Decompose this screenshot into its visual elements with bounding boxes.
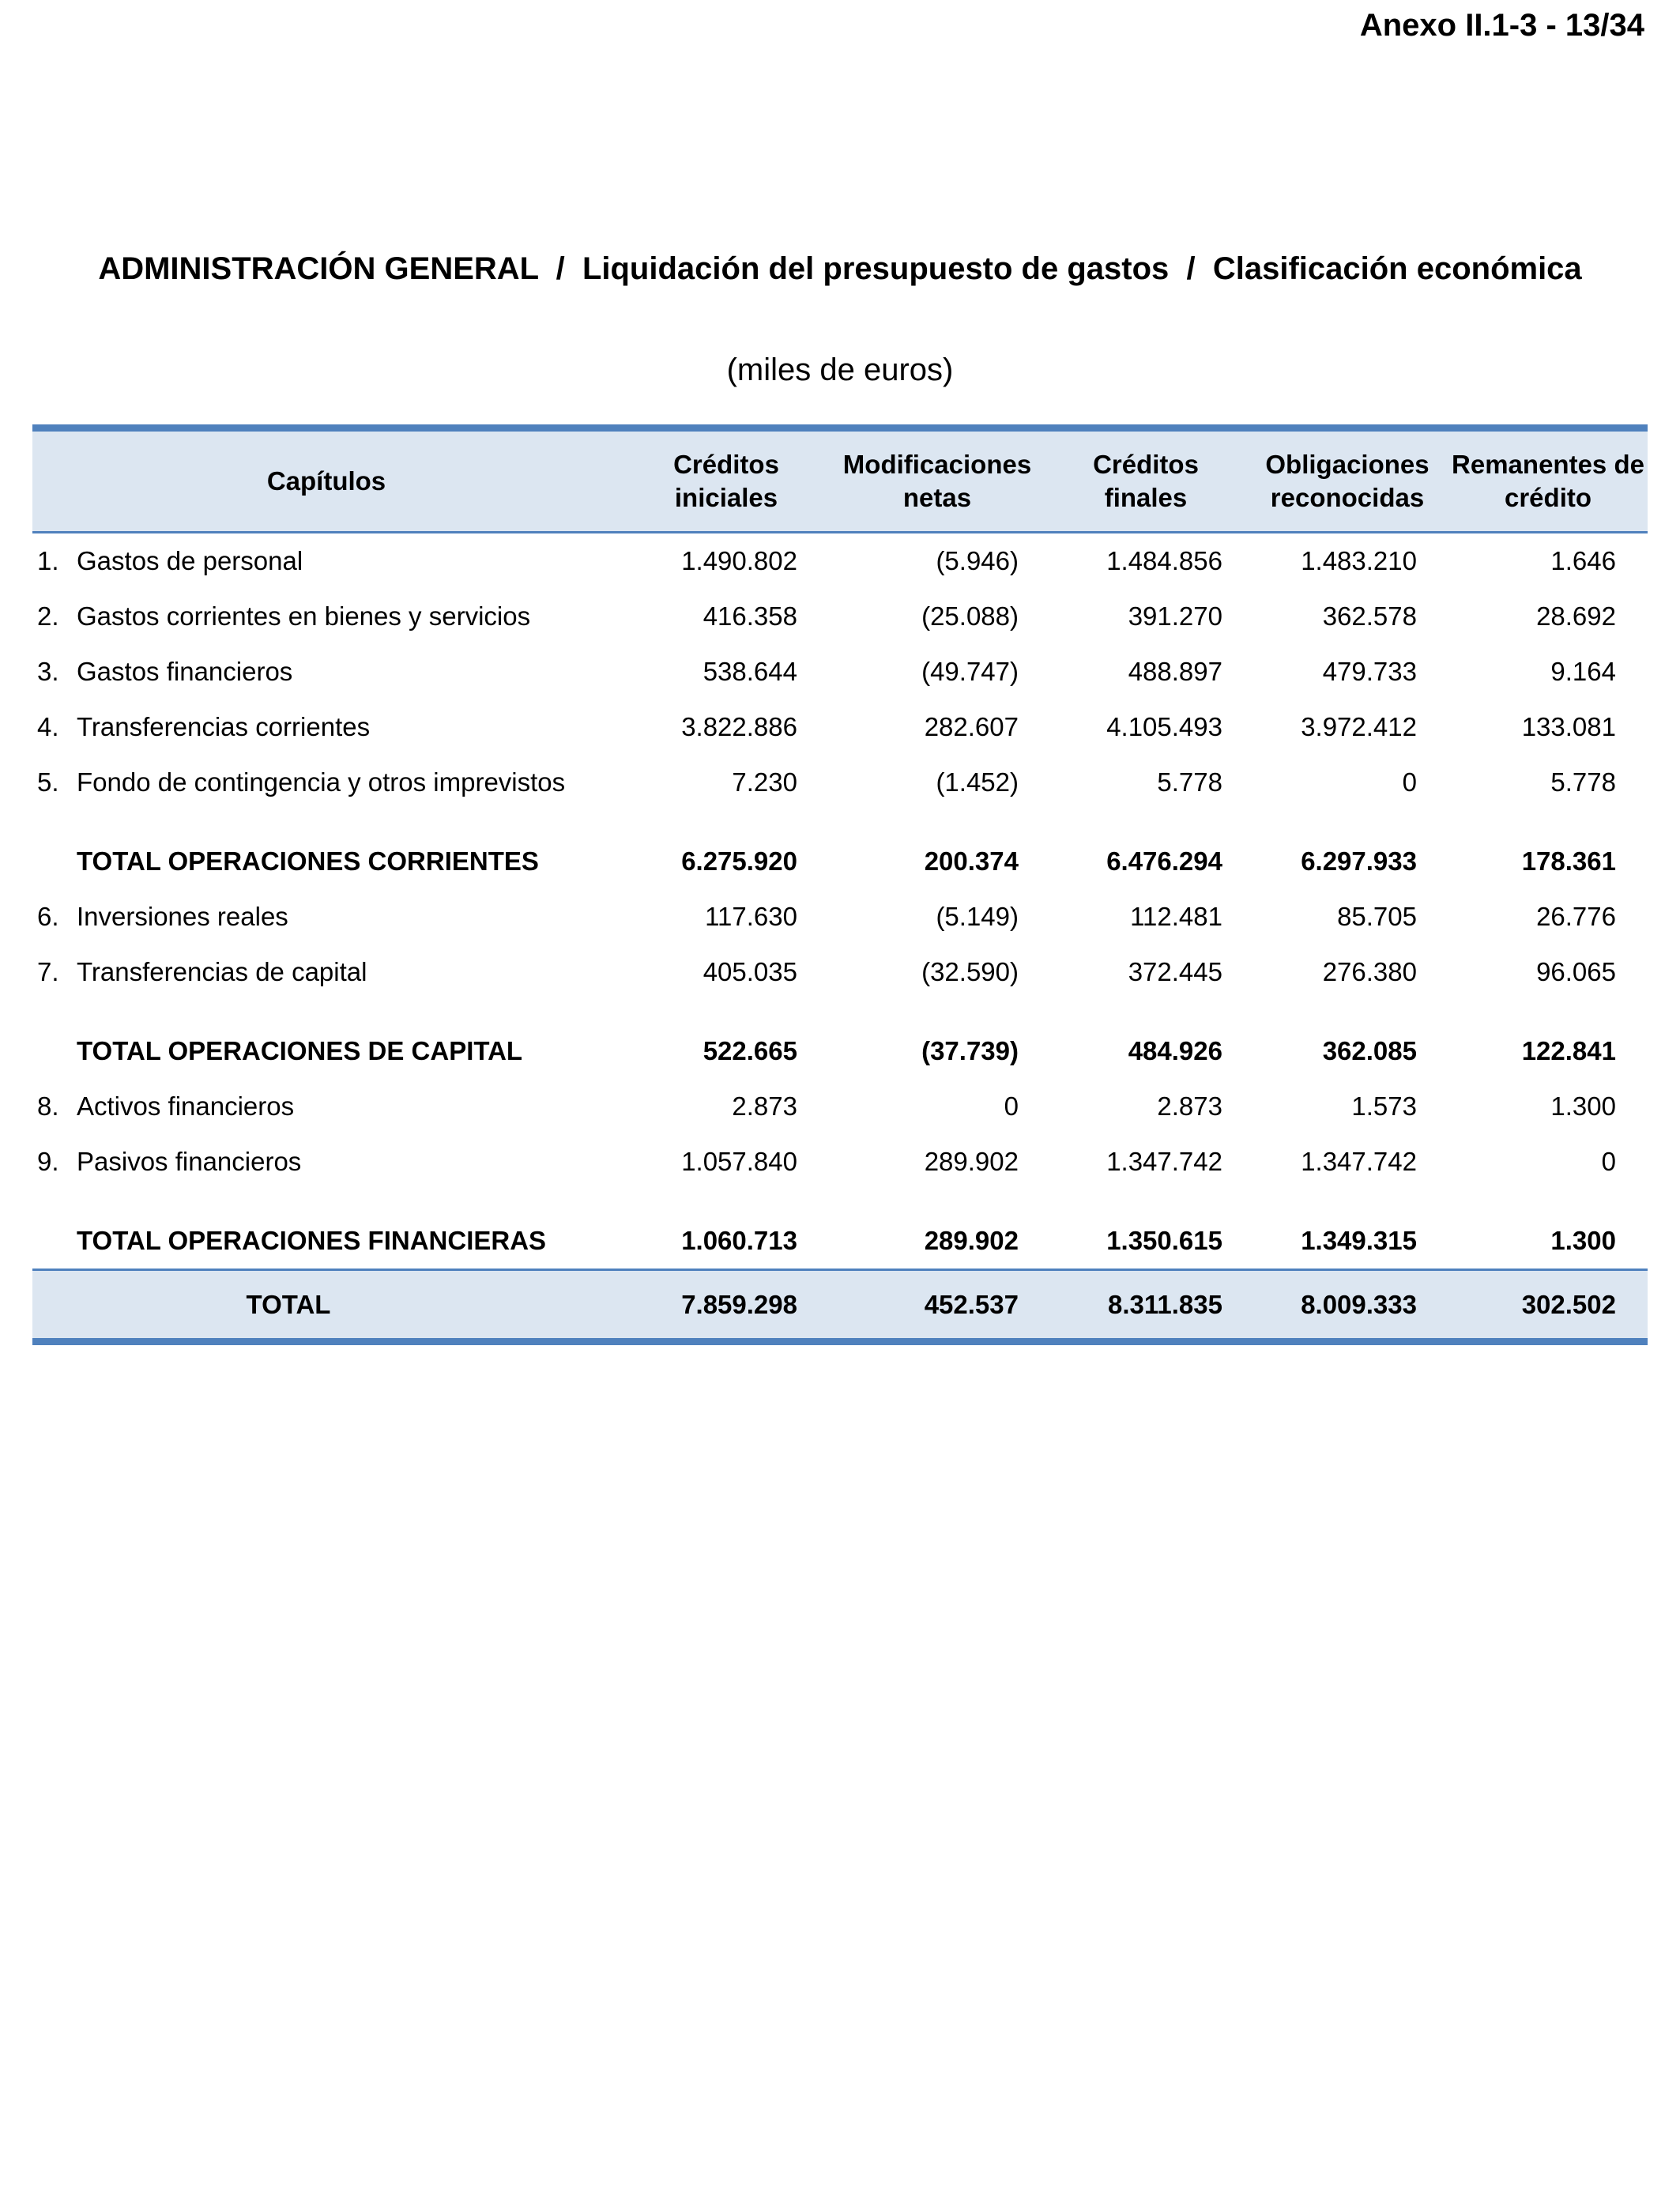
budget-table — [32, 424, 1648, 1345]
page-title: ADMINISTRACIÓN GENERAL / Liquidación del presupuesto de gastos / Clasificación económica — [98, 251, 1582, 286]
cell-remanentes-credito: 1.300 — [1550, 1226, 1616, 1255]
cell-creditos-iniciales: 1.490.802 — [681, 546, 797, 575]
row-text: Gastos corrientes en bienes y servicios — [77, 601, 531, 631]
row-label — [32, 755, 623, 810]
cell-remanentes-credito: 28.692 — [1536, 601, 1616, 631]
cell-creditos-iniciales: 416.358 — [703, 601, 797, 631]
cell-creditos-iniciales: 2.873 — [732, 1091, 797, 1121]
row-number: 3. — [37, 657, 59, 686]
table-header-row — [32, 428, 1648, 533]
cell-modificaciones-netas: 200.374 — [924, 846, 1019, 876]
row-number: 2. — [37, 601, 59, 631]
grand-total-row — [32, 1270, 1648, 1342]
cell-creditos-finales: 488.897 — [1128, 657, 1222, 686]
cell-creditos-iniciales: 405.035 — [703, 957, 797, 986]
cell-creditos-finales: 6.476.294 — [1106, 846, 1222, 876]
cell-remanentes-credito: 1.646 — [1550, 546, 1616, 575]
row-label — [32, 889, 623, 944]
header-capitulos: Capítulos — [266, 466, 386, 496]
cell-creditos-iniciales: 117.630 — [705, 902, 797, 931]
row-number: 8. — [37, 1091, 59, 1121]
row-label — [32, 533, 623, 590]
cell-creditos-finales: 484.926 — [1128, 1036, 1222, 1065]
header-line: iniciales — [674, 483, 778, 512]
header-obligaciones-reconocidas — [1246, 428, 1448, 533]
subtotal-label: TOTAL OPERACIONES DE CAPITAL — [77, 1036, 523, 1065]
cell-creditos-finales: 2.873 — [1157, 1091, 1222, 1121]
row-number: 5. — [37, 767, 59, 797]
row-label — [32, 1134, 623, 1189]
table-row — [32, 755, 1648, 810]
row-text: Transferencias corrientes — [77, 712, 371, 741]
cell-creditos-iniciales: 1.057.840 — [681, 1147, 797, 1176]
cell-creditos-iniciales: 1.060.713 — [681, 1226, 797, 1255]
table-row — [32, 589, 1648, 644]
cell-obligaciones-reconocidas: 0 — [1402, 767, 1417, 797]
row-text: Activos financieros — [77, 1091, 295, 1121]
cell-obligaciones-reconocidas: 1.347.742 — [1301, 1147, 1417, 1176]
cell-modificaciones-netas: 282.607 — [924, 712, 1019, 741]
total-label: TOTAL — [246, 1289, 331, 1319]
cell-modificaciones-netas: (32.590) — [921, 957, 1019, 986]
subtotal-row-financieras — [32, 1213, 1648, 1270]
cell-creditos-iniciales: 6.275.920 — [681, 846, 797, 876]
cell-creditos-iniciales: 538.644 — [703, 657, 797, 686]
row-text: Fondo de contingencia y otros imprevistos — [77, 767, 566, 797]
header-line: Modificaciones — [842, 450, 1032, 479]
cell-remanentes-credito: 0 — [1601, 1147, 1616, 1176]
cell-creditos-finales: 391.270 — [1128, 601, 1222, 631]
row-label — [32, 944, 623, 1000]
cell-modificaciones-netas: (37.739) — [921, 1036, 1019, 1065]
cell-remanentes-credito: 5.778 — [1550, 767, 1616, 797]
cell-remanentes-credito: 26.776 — [1536, 902, 1616, 931]
table-row — [32, 1079, 1648, 1134]
cell-creditos-finales: 5.778 — [1157, 767, 1222, 797]
cell-remanentes-credito: 1.300 — [1550, 1091, 1616, 1121]
row-number: 7. — [37, 957, 59, 986]
cell-creditos-iniciales: 7.230 — [732, 767, 797, 797]
cell-creditos-finales: 4.105.493 — [1106, 712, 1222, 741]
subtotal-label: TOTAL OPERACIONES FINANCIERAS — [77, 1226, 547, 1255]
cell-creditos-finales: 372.445 — [1128, 957, 1222, 986]
cell-obligaciones-reconocidas: 1.483.210 — [1301, 546, 1417, 575]
subtotal-row-corrientes — [32, 834, 1648, 889]
cell-modificaciones-netas: (25.088) — [921, 601, 1019, 631]
row-spacer — [32, 810, 1648, 834]
row-label — [32, 699, 623, 755]
header-line: Remanentes de — [1452, 450, 1644, 479]
row-label — [32, 1079, 623, 1134]
cell-modificaciones-netas: (5.149) — [936, 902, 1019, 931]
cell-obligaciones-reconocidas: 1.573 — [1351, 1091, 1417, 1121]
cell-modificaciones-netas: (1.452) — [936, 767, 1019, 797]
cell-remanentes-credito: 302.502 — [1521, 1289, 1616, 1319]
row-text: Transferencias de capital — [77, 957, 367, 986]
header-line: crédito — [1504, 483, 1592, 512]
cell-obligaciones-reconocidas: 8.009.333 — [1301, 1289, 1417, 1319]
cell-obligaciones-reconocidas: 6.297.933 — [1301, 846, 1417, 876]
header-creditos-finales — [1045, 428, 1246, 533]
cell-modificaciones-netas: (49.747) — [921, 657, 1019, 686]
cell-remanentes-credito: 133.081 — [1521, 712, 1616, 741]
cell-modificaciones-netas: 0 — [1004, 1091, 1019, 1121]
row-number: 1. — [37, 546, 59, 575]
cell-creditos-finales: 1.350.615 — [1106, 1226, 1222, 1255]
cell-creditos-finales: 112.481 — [1130, 902, 1222, 931]
cell-obligaciones-reconocidas: 479.733 — [1322, 657, 1417, 686]
header-creditos-iniciales — [623, 428, 829, 533]
subtotal-label: TOTAL OPERACIONES CORRIENTES — [77, 846, 539, 876]
cell-modificaciones-netas: (5.946) — [936, 546, 1019, 575]
cell-obligaciones-reconocidas: 85.705 — [1337, 902, 1417, 931]
header-line: Créditos — [1093, 450, 1199, 479]
cell-modificaciones-netas: 289.902 — [924, 1147, 1019, 1176]
row-number: 4. — [37, 712, 59, 741]
header-line: finales — [1104, 483, 1188, 512]
header-line: Obligaciones — [1265, 450, 1430, 479]
cell-modificaciones-netas: 452.537 — [924, 1289, 1019, 1319]
row-text: Pasivos financieros — [77, 1147, 302, 1176]
row-number: 6. — [37, 902, 59, 931]
row-text: Gastos de personal — [77, 546, 303, 575]
annex-reference: Anexo II.1-3 - 13/34 — [1359, 8, 1644, 43]
header-line: netas — [902, 483, 972, 512]
table-row — [32, 533, 1648, 590]
header-modificaciones-netas — [829, 428, 1045, 533]
cell-creditos-iniciales: 522.665 — [703, 1036, 797, 1065]
table-row — [32, 889, 1648, 944]
cell-creditos-finales: 8.311.835 — [1108, 1289, 1222, 1319]
row-label — [32, 644, 623, 699]
row-spacer — [32, 1000, 1648, 1023]
cell-obligaciones-reconocidas: 276.380 — [1322, 957, 1417, 986]
cell-creditos-iniciales: 3.822.886 — [681, 712, 797, 741]
cell-obligaciones-reconocidas: 362.085 — [1322, 1036, 1417, 1065]
row-text: Gastos financieros — [77, 657, 293, 686]
cell-creditos-finales: 1.347.742 — [1106, 1147, 1222, 1176]
table-row — [32, 644, 1648, 699]
cell-creditos-iniciales: 7.859.298 — [681, 1289, 797, 1319]
subtotal-row-capital — [32, 1023, 1648, 1079]
cell-modificaciones-netas: 289.902 — [924, 1226, 1019, 1255]
header-line: Créditos — [673, 450, 779, 479]
cell-obligaciones-reconocidas: 1.349.315 — [1301, 1226, 1417, 1255]
header-remanentes-credito — [1448, 428, 1648, 533]
cell-obligaciones-reconocidas: 3.972.412 — [1301, 712, 1417, 741]
cell-obligaciones-reconocidas: 362.578 — [1322, 601, 1417, 631]
cell-creditos-finales: 1.484.856 — [1106, 546, 1222, 575]
row-spacer — [32, 1189, 1648, 1213]
row-text: Inversiones reales — [77, 902, 288, 931]
table-row — [32, 1134, 1648, 1189]
cell-remanentes-credito: 9.164 — [1550, 657, 1616, 686]
units-subtitle: (miles de euros) — [726, 352, 954, 387]
cell-remanentes-credito: 96.065 — [1536, 957, 1616, 986]
cell-remanentes-credito: 122.841 — [1521, 1036, 1616, 1065]
table-row — [32, 699, 1648, 755]
header-line: reconocidas — [1270, 483, 1425, 512]
row-number: 9. — [37, 1147, 59, 1176]
table-row — [32, 944, 1648, 1000]
row-label — [32, 589, 623, 644]
cell-remanentes-credito: 178.361 — [1521, 846, 1616, 876]
